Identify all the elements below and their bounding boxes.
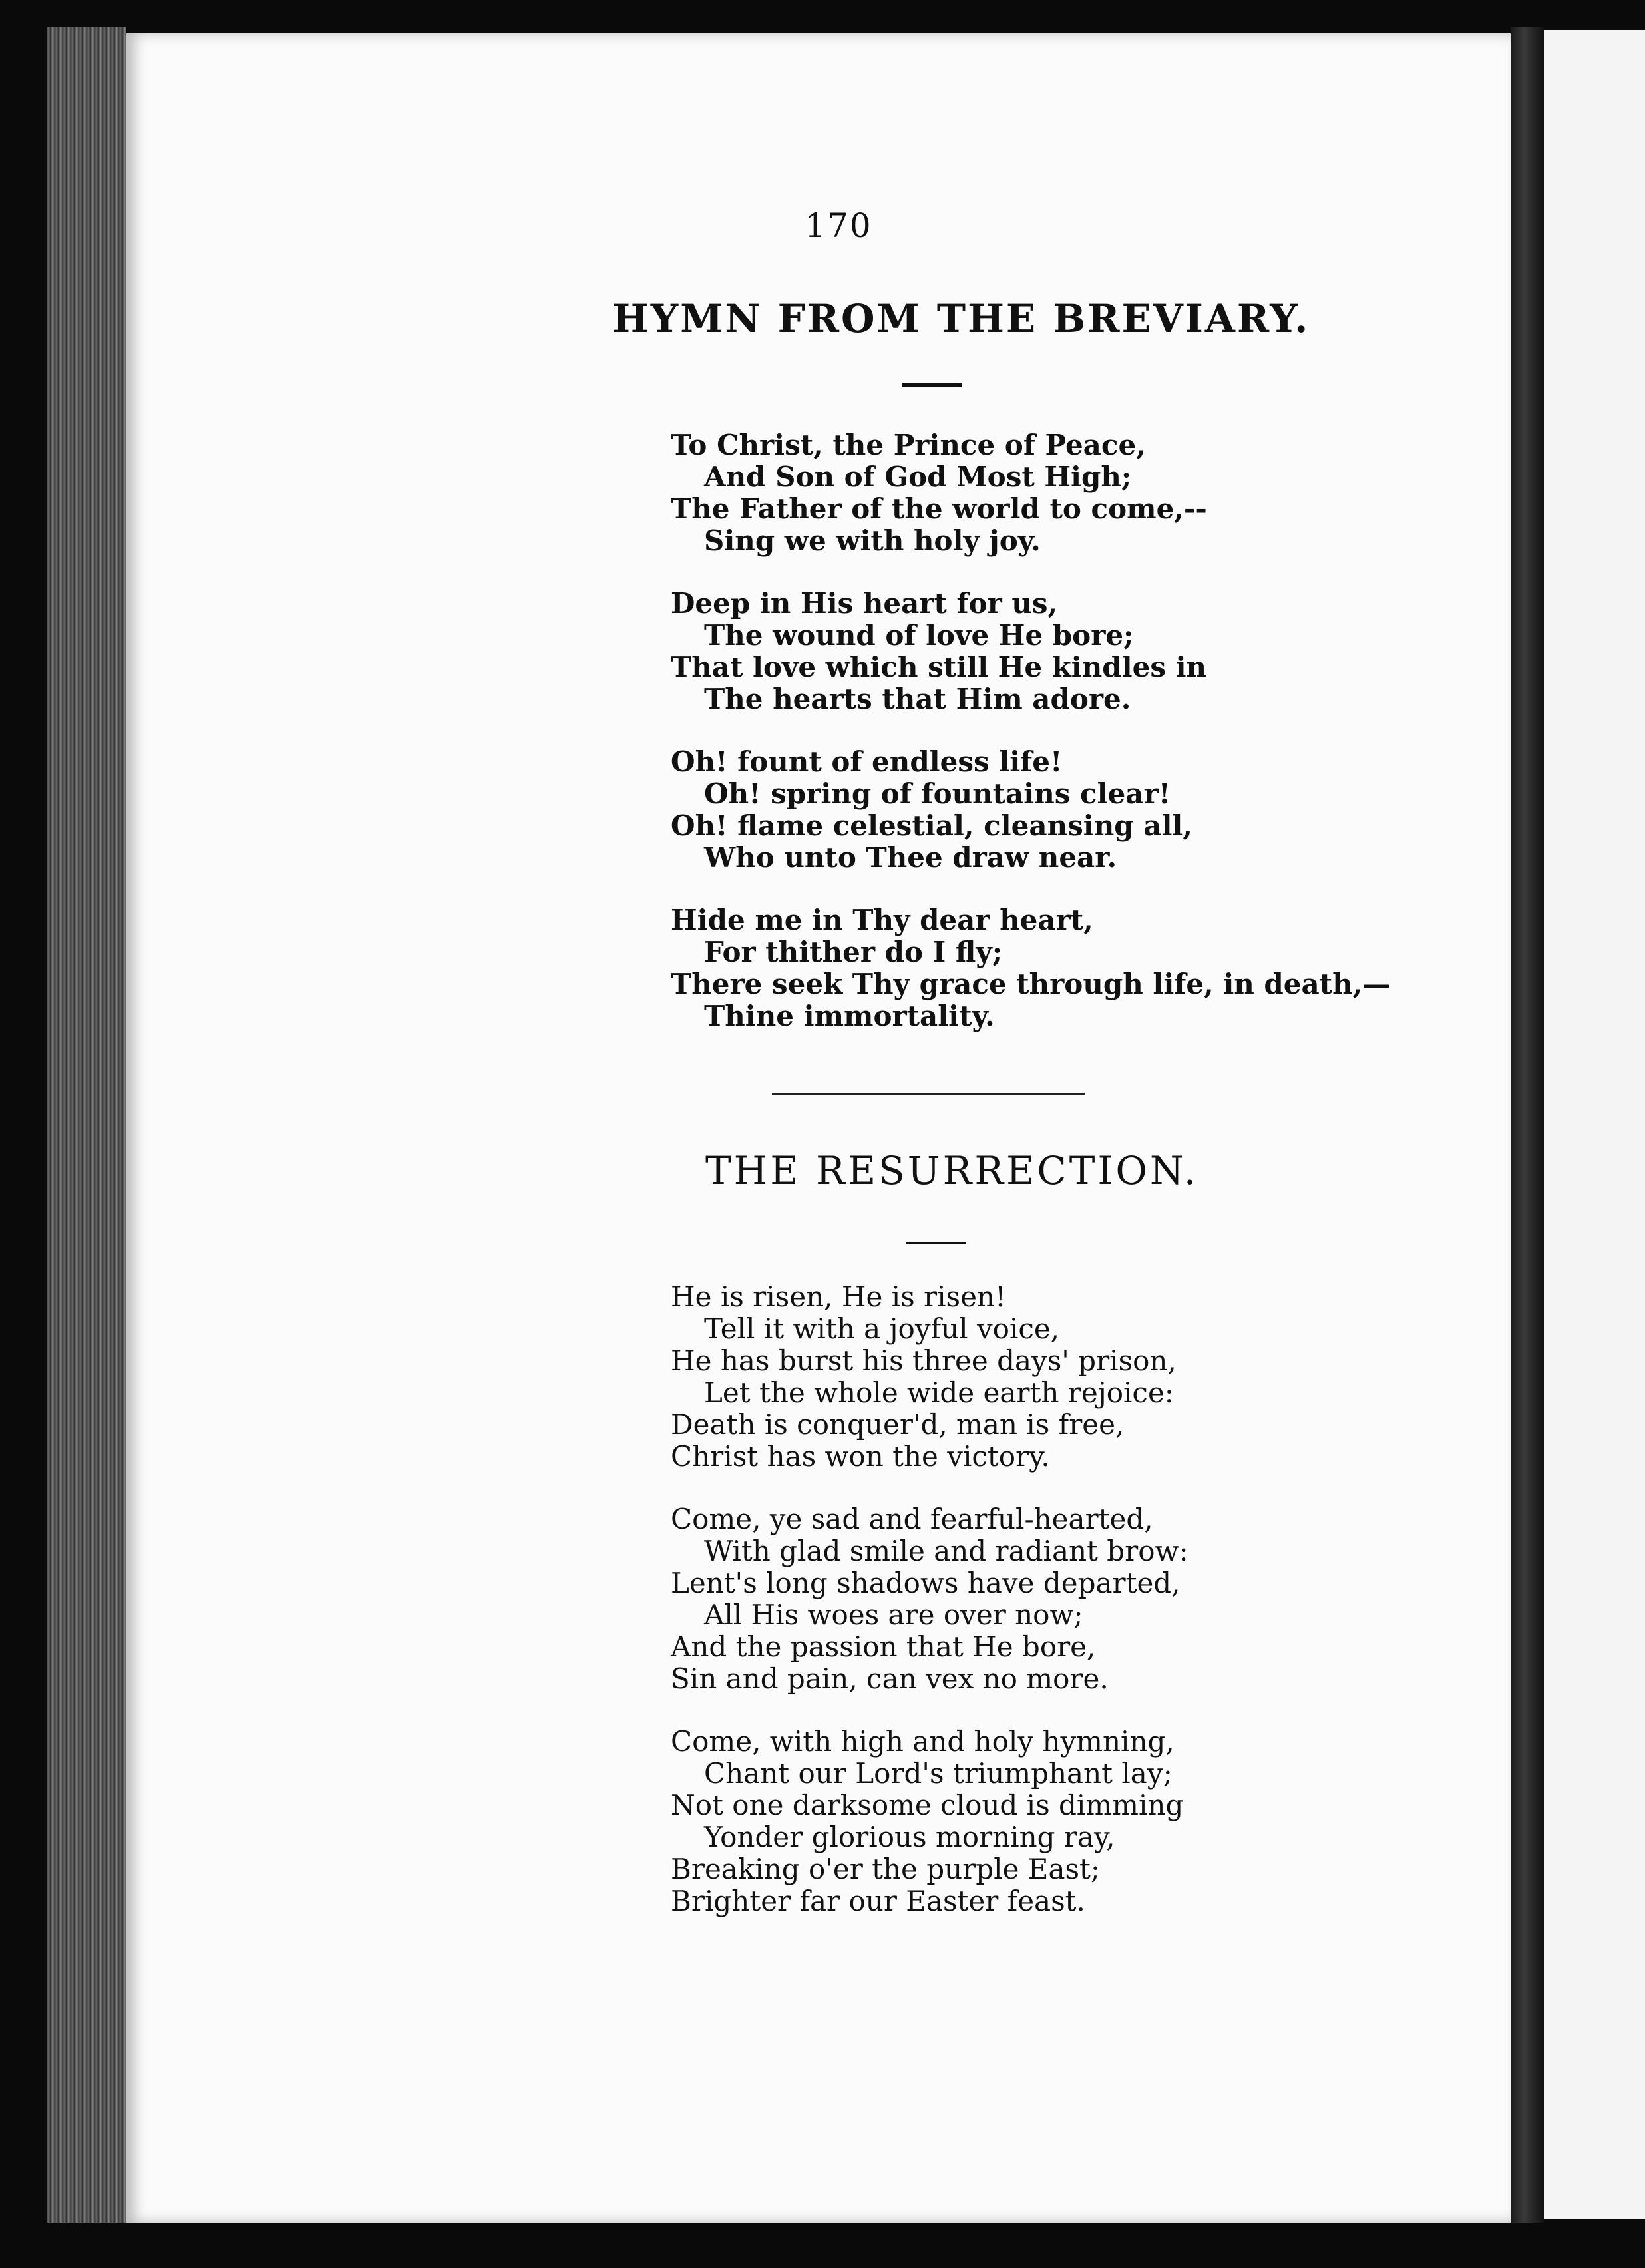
poem-line: He is risen, He is risen! bbox=[671, 1280, 1006, 1313]
poem-line: Breaking o'er the purple East; bbox=[671, 1853, 1101, 1885]
poem-line: Who unto Thee draw near. bbox=[704, 841, 1117, 874]
poem-line: Not one darksome cloud is dimming bbox=[671, 1789, 1184, 1821]
poem-line: Sin and pain, can vex no more. bbox=[671, 1662, 1109, 1695]
stanza bbox=[671, 904, 1390, 1032]
poem-line: Yonder glorious morning ray, bbox=[704, 1821, 1115, 1853]
poem-line: Oh! spring of fountains clear! bbox=[704, 777, 1171, 810]
poem-line: Oh! fount of endless life! bbox=[671, 745, 1063, 778]
poem-line: Chant our Lord's triumphant lay; bbox=[704, 1757, 1173, 1790]
poem-line: To Christ, the Prince of Peace, bbox=[671, 429, 1146, 461]
poem-line: And the passion that He bore, bbox=[671, 1630, 1096, 1663]
page-number: 170 bbox=[805, 206, 872, 245]
poem-line: Brighter far our Easter feast. bbox=[671, 1885, 1085, 1917]
title-divider bbox=[902, 383, 962, 387]
adjacent-page-edge bbox=[1544, 30, 1645, 2219]
hymn-title-resurrection: THE RESURRECTION. bbox=[705, 1148, 1199, 1193]
poem-line: The wound of love He bore; bbox=[704, 619, 1134, 652]
poem-line: Let the whole wide earth rejoice: bbox=[704, 1376, 1174, 1409]
poem-line: The Father of the world to come,-- bbox=[671, 492, 1207, 525]
title-divider bbox=[906, 1242, 966, 1244]
poem-line: Lent's long shadows have departed, bbox=[671, 1567, 1181, 1599]
stanza bbox=[671, 588, 1390, 715]
poem-line: There seek Thy grace through life, in death,— bbox=[671, 968, 1391, 1000]
poem-line: Come, ye sad and fearful-hearted, bbox=[671, 1503, 1153, 1535]
poem-line: He has burst his three days' prison, bbox=[671, 1344, 1177, 1377]
poem-line: Tell it with a joyful voice, bbox=[704, 1312, 1060, 1345]
poem-breviary bbox=[671, 429, 1390, 1063]
section-divider bbox=[772, 1093, 1085, 1095]
poem-resurrection bbox=[671, 1281, 1188, 1948]
poem-line: Christ has won the victory. bbox=[671, 1440, 1050, 1473]
poem-line: With glad smile and radiant brow: bbox=[704, 1535, 1188, 1567]
poem-line: All His woes are over now; bbox=[704, 1599, 1083, 1631]
poem-line: The hearts that Him adore. bbox=[704, 683, 1131, 715]
poem-line: For thither do I fly; bbox=[704, 936, 1003, 968]
stanza bbox=[671, 1503, 1188, 1695]
poem-line: Deep in His heart for us, bbox=[671, 587, 1058, 620]
stanza bbox=[671, 1281, 1188, 1473]
book-spine-shadow bbox=[1511, 27, 1544, 2223]
stanza bbox=[671, 746, 1390, 874]
poem-line: That love which still He kindles in bbox=[671, 651, 1207, 683]
poem-line: Thine immortality. bbox=[704, 1000, 995, 1032]
stanza bbox=[671, 429, 1390, 557]
poem-line: Come, with high and holy hymning, bbox=[671, 1725, 1175, 1758]
book-gutter bbox=[47, 27, 126, 2223]
poem-line: Death is conquer'd, man is free, bbox=[671, 1408, 1125, 1441]
poem-line: Hide me in Thy dear heart, bbox=[671, 904, 1093, 936]
stanza bbox=[671, 1726, 1188, 1917]
poem-line: Oh! flame celestial, cleansing all, bbox=[671, 809, 1192, 842]
poem-line: And Son of God Most High; bbox=[704, 461, 1132, 493]
hymn-title-breviary: HYMN FROM THE BREVIARY. bbox=[612, 296, 1310, 341]
poem-line: Sing we with holy joy. bbox=[704, 524, 1041, 557]
